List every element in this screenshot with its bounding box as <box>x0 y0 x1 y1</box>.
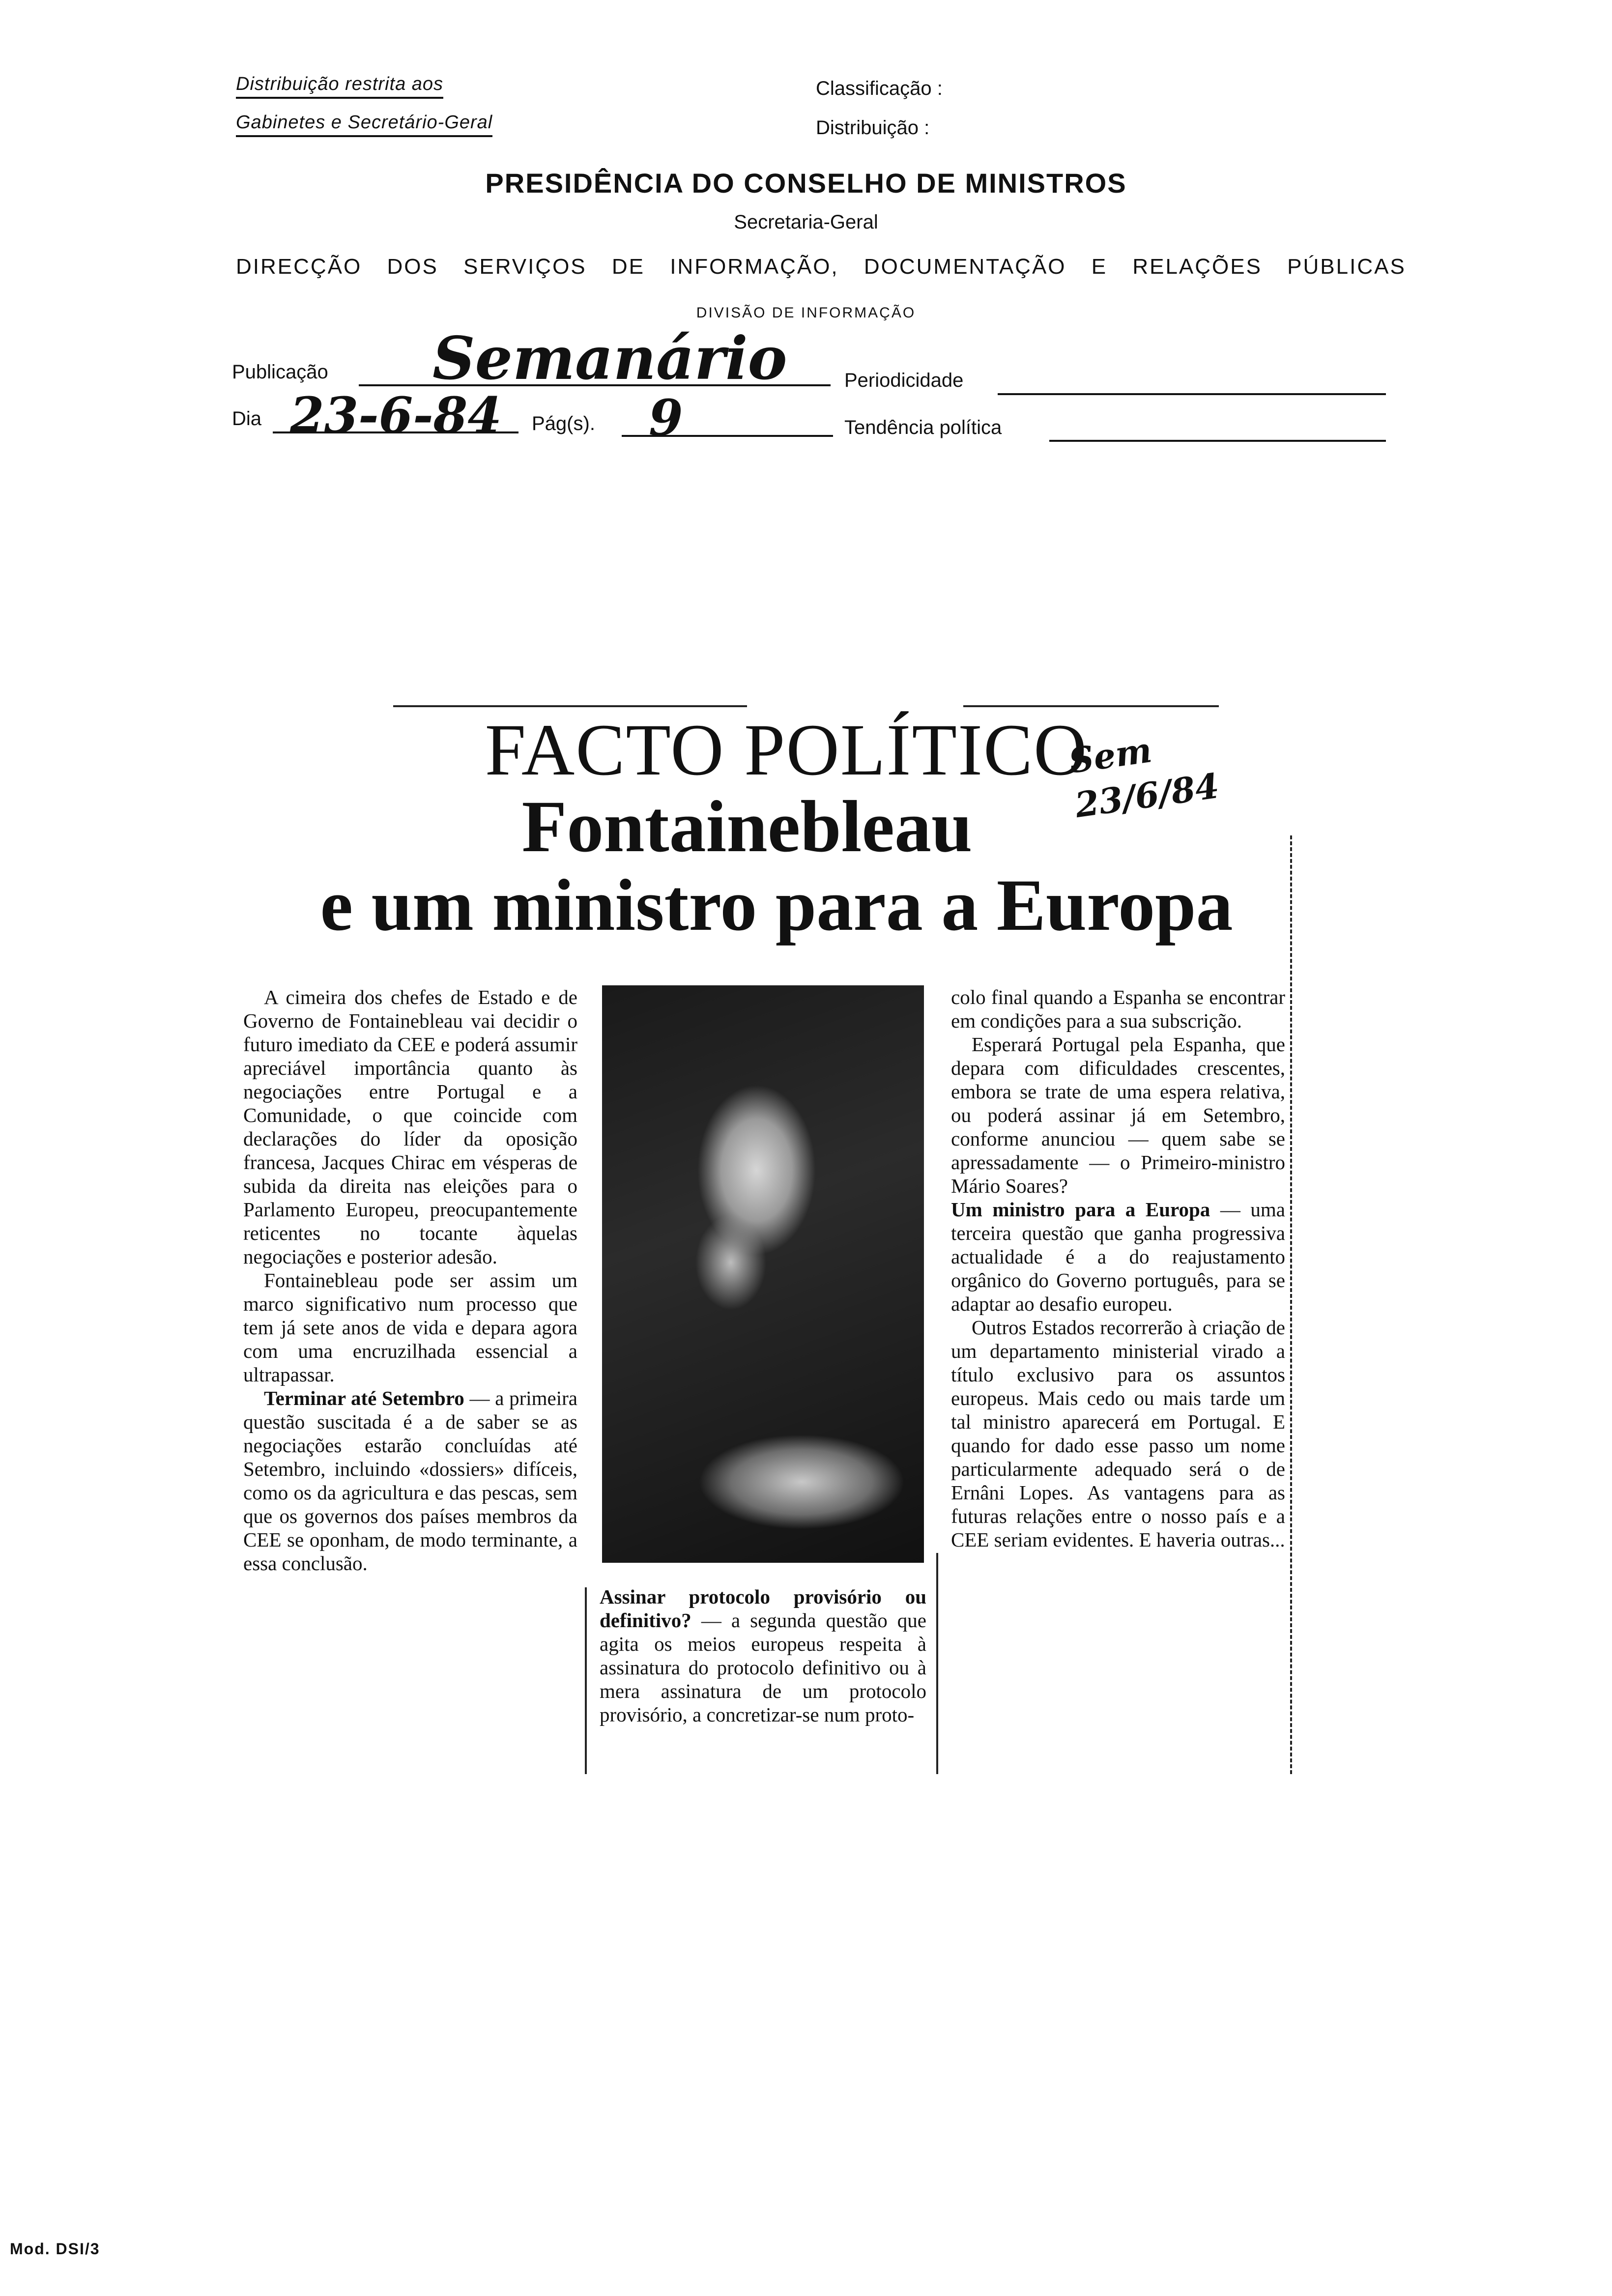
distribution-label: Distribuição : <box>816 117 930 139</box>
column-divider-3 <box>1290 835 1292 1774</box>
classification-label: Classificação : <box>816 78 943 99</box>
kicker-rule-right <box>963 705 1219 707</box>
col3-subhead: Um ministro para a Europa <box>951 1198 1210 1221</box>
column-divider-2 <box>936 1553 938 1774</box>
tendency-field <box>1049 440 1386 442</box>
col3-paragraph-3 <box>951 1198 1285 1316</box>
article-headline-line-1: Fontainebleau <box>521 786 973 867</box>
tendency-label: Tendência política <box>844 417 1002 438</box>
day-value: 23-6-84 <box>290 386 502 444</box>
col3-paragraph-1: colo final quando a Espanha se encontrar em condições para a sua subscrição. <box>951 986 1285 1032</box>
periodicity-field <box>998 393 1386 395</box>
col1-paragraph-2: Fontainebleau pode ser assim um marco significativo num processo que tem já sete anos de vida e depara agora com uma encruzilhada essencial a ultrapassar. <box>243 1269 577 1386</box>
secretariat-title: Secretaria-Geral <box>734 211 878 233</box>
publication-value: Semanário <box>432 324 787 393</box>
pages-label: Pág(s). <box>532 413 595 434</box>
kicker-rule-left <box>393 705 747 707</box>
article-kicker: FACTO POLÍTICO <box>485 709 1088 791</box>
col1-subhead: Terminar até Setembro <box>264 1387 464 1409</box>
periodicity-label: Periodicidade <box>844 370 964 391</box>
pages-value: 9 <box>649 389 683 447</box>
col3-paragraph-4: Outros Estados recorrerão à criação de um departamento ministerial virado a título exclusivo para os assuntos europeus. Mais cedo ou mais tarde um tal ministro aparecerá em Portugal. E quando for dado esse passo um nome particularmente adequado será o de Ernâni Lopes. As vantagens para as futuras relações entre o nosso país e a CEE seriam evidentes. E haveria outras... <box>951 1316 1285 1551</box>
column-divider-1 <box>585 1587 587 1774</box>
handwritten-annotation: Sem 23/6/84 <box>1066 729 1222 826</box>
col3-paragraph-2: Esperará Portugal pela Espanha, que depara com dificuldades crescentes, embora se trate de uma espera relativa, ou poderá assinar já em Setembro, conforme anunciou — quem sabe se apressadamente — o Primeiro-ministro Mário Soares? <box>951 1033 1285 1197</box>
col3-paragraph-3-text: — uma terceira questão que ganha progressiva actualidade é a do reajustamento orgânico do Governo português, para se adaptar ao desafio europeu. <box>951 1198 1285 1315</box>
article-headline-line-2: e um ministro para a Europa <box>320 864 1233 946</box>
col2-subhead: Assinar protocolo provisório ou definitivo? <box>600 1585 926 1632</box>
direction-title: DIRECÇÃO DOS SERVIÇOS DE INFORMAÇÃO, DOCUMENTAÇÃO E RELAÇÕES PÚBLICAS <box>236 255 1406 279</box>
col2-paragraph-1-text: — a segunda questão que agita os meios europeus respeita à assinatura do protocolo definitivo ou à mera assinatura de um protocolo provisório, a concretizar-se num proto- <box>600 1609 926 1726</box>
division-title: DIVISÃO DE INFORMAÇÃO <box>696 305 916 321</box>
article-column-1 <box>243 985 577 1575</box>
article-column-3 <box>951 985 1285 1551</box>
col1-paragraph-3 <box>243 1386 577 1575</box>
article-column-2 <box>600 1585 926 1726</box>
presidency-title: PRESIDÊNCIA DO CONSELHO DE MINISTROS <box>485 168 1127 199</box>
restriction-line-1: Distribuição restrita aos <box>236 74 443 99</box>
col1-paragraph-1: A cimeira dos chefes de Estado e de Governo de Fontainebleau vai decidir o futuro imediato da CEE e poderá assumir apreciável importância quanto às negociações entre Portugal e a Comunidade, o que coincide com declarações do líder da oposição francesa, Jacques Chirac em vésperas de subida da direita nas eleições para o Parlamento Europeu, preocupantemente reticentes no tocante àquelas negociações e posterior adesão. <box>243 986 577 1268</box>
form-code: Mod. DSI/3 <box>10 2240 100 2258</box>
article-photo <box>602 985 924 1563</box>
restriction-line-2: Gabinetes e Secretário-Geral <box>236 112 492 137</box>
publication-label: Publicação <box>232 361 328 383</box>
col1-paragraph-3-text: — a primeira questão suscitada é a de saber se as negociações estarão concluídas até Setembro, incluindo «dossiers» difíceis, como os da agricultura e das pescas, sem que os governos dos países membros da CEE se oponham, de modo terminante, a essa conclusão. <box>243 1387 577 1575</box>
day-label: Dia <box>232 408 262 430</box>
col2-paragraph-1 <box>600 1585 926 1726</box>
